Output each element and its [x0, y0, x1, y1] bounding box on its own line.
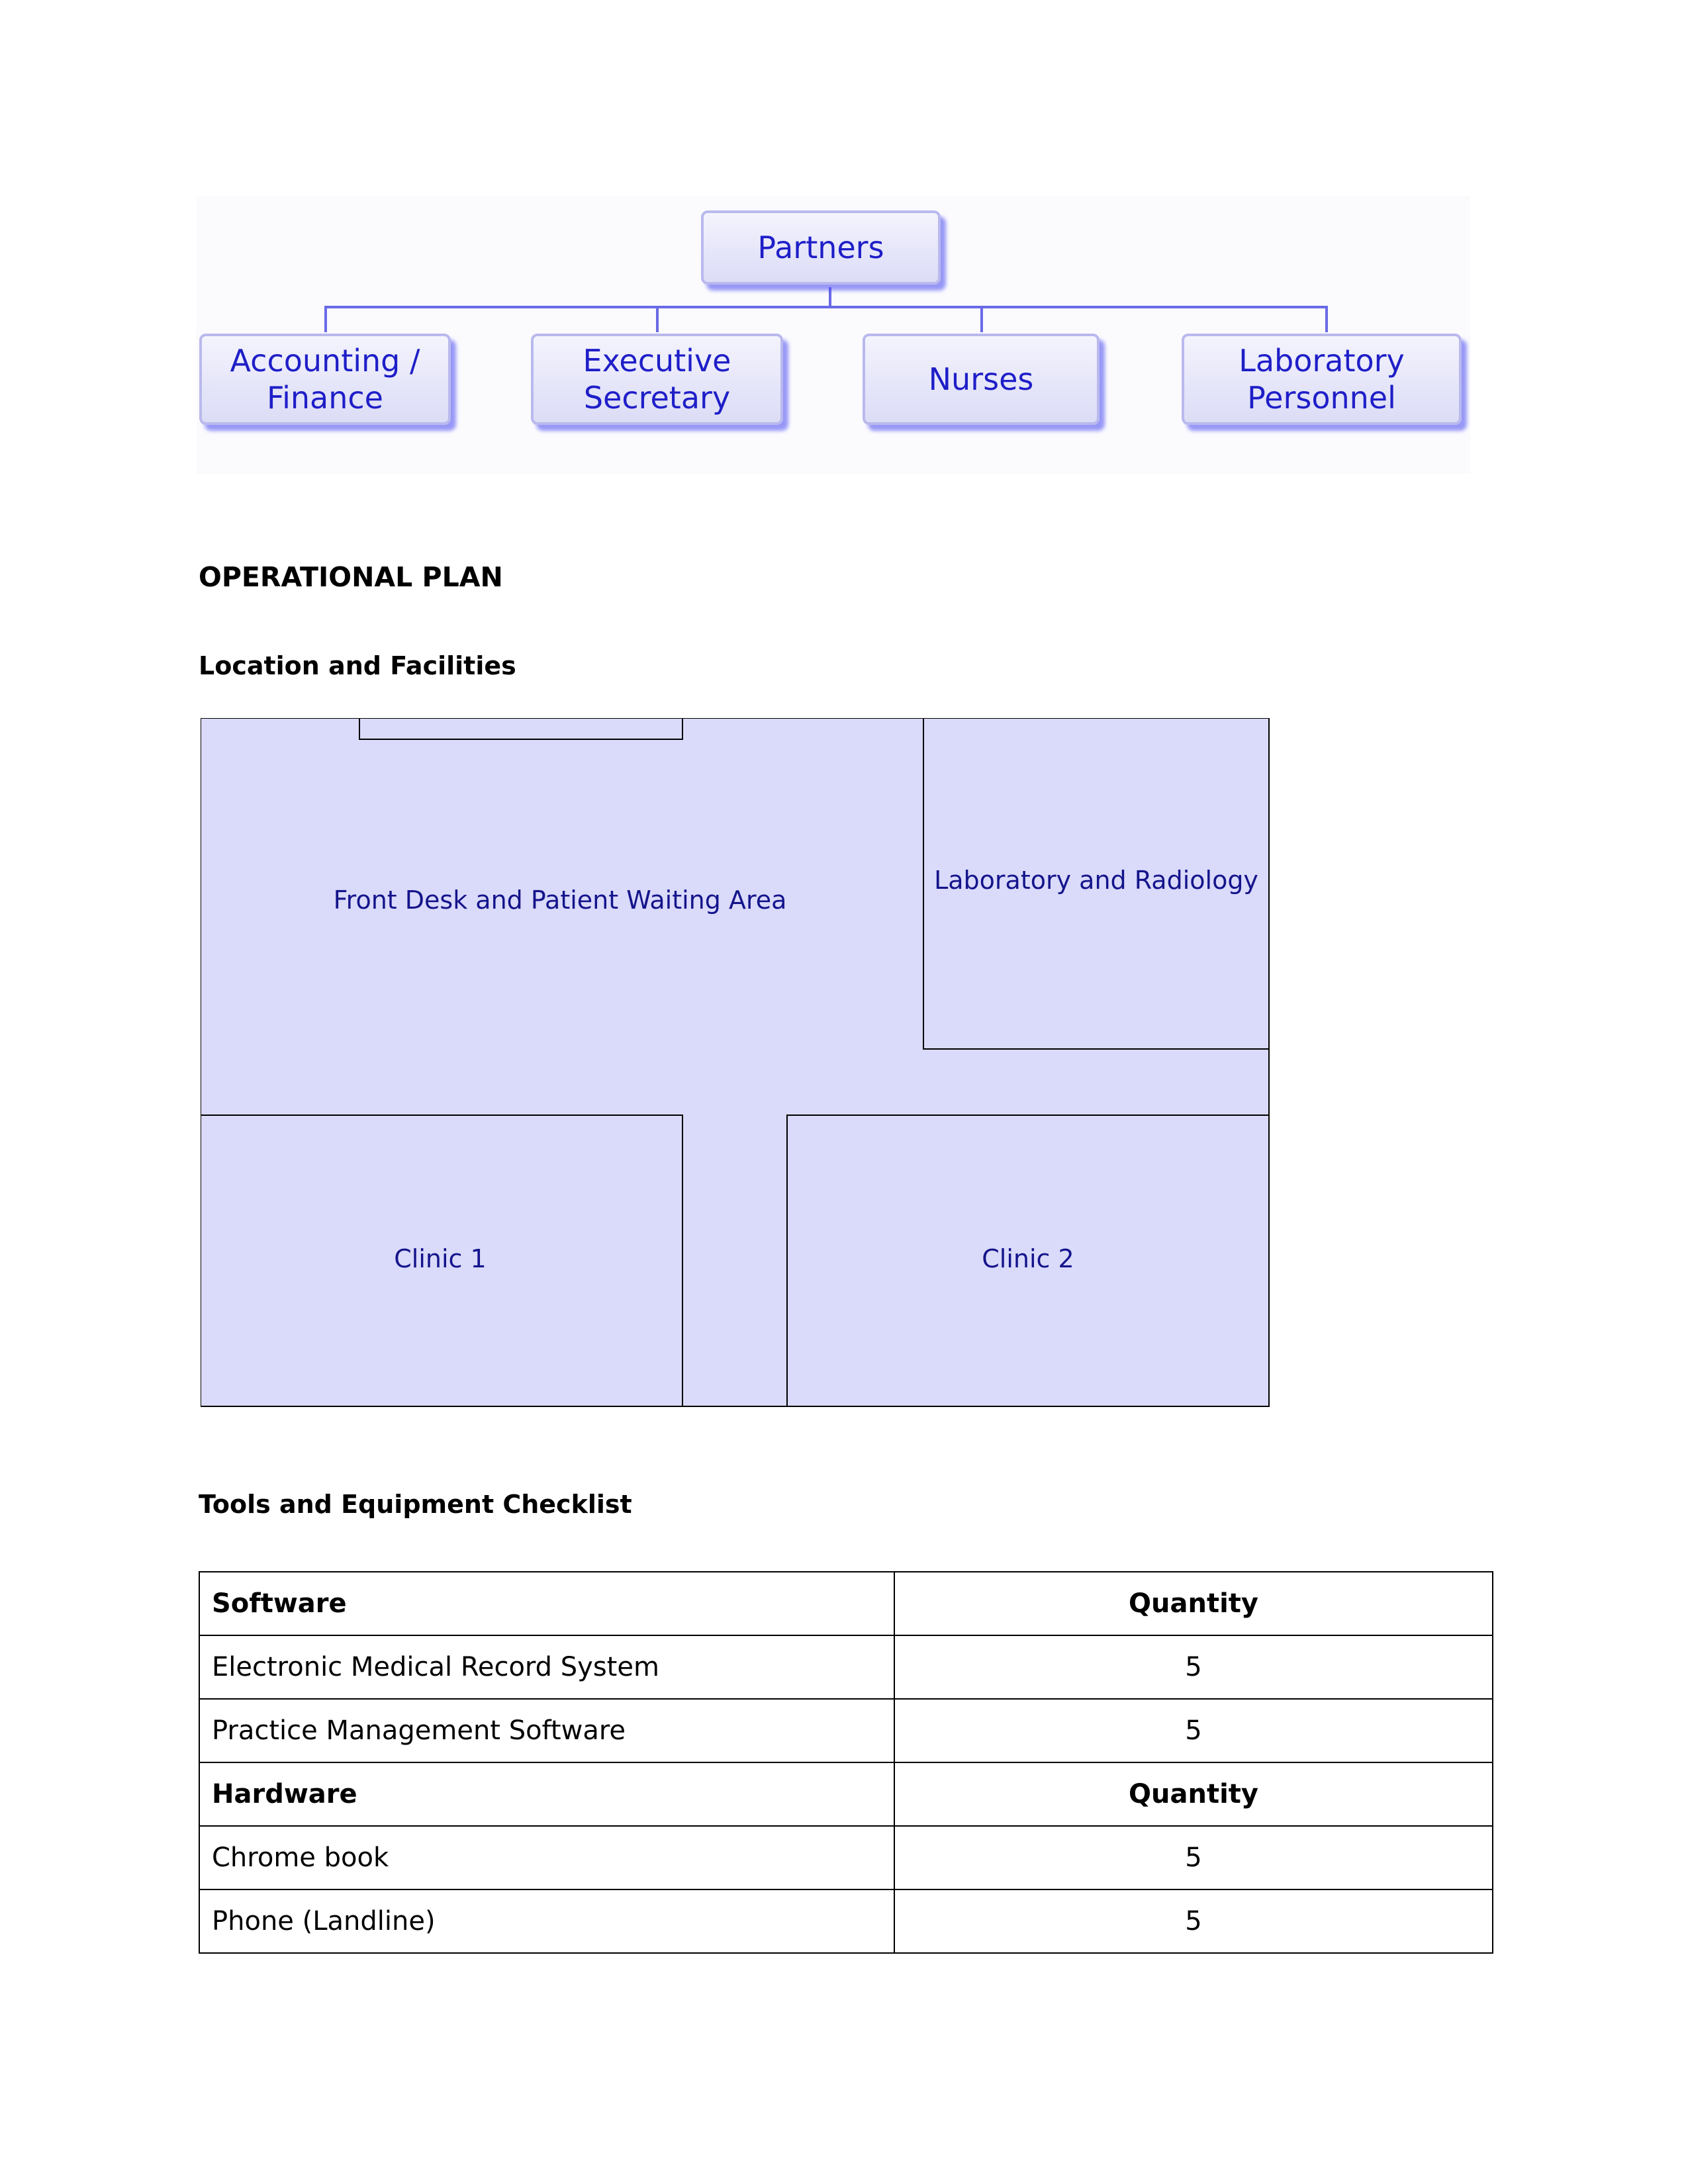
- table-cell-category: Hardware: [199, 1762, 894, 1826]
- table-cell-item: Chrome book: [199, 1826, 894, 1889]
- org-box-accounting-finance: [199, 334, 451, 425]
- floor-plan: [201, 718, 1272, 1409]
- table-cell-quantity: 5: [894, 1699, 1493, 1762]
- table-cell-item: Phone (Landline): [199, 1889, 894, 1953]
- subheading-tools-equipment: Tools and Equipment Checklist: [199, 1490, 632, 1519]
- reception-counter: [359, 718, 682, 739]
- table-cell-item: Electronic Medical Record System: [199, 1635, 894, 1699]
- table-cell-quantity: 5: [894, 1826, 1493, 1889]
- org-box-laboratory-personnel: [1182, 334, 1462, 425]
- table-cell-quantity-header: Quantity: [894, 1762, 1493, 1826]
- table-cell-quantity-header: Quantity: [894, 1572, 1493, 1635]
- table-cell-category: Software: [199, 1572, 894, 1635]
- org-label-nurses: Nurses: [928, 361, 1034, 397]
- org-label-executive-secretary: Executive Secretary: [583, 343, 731, 416]
- org-box-nurses: [863, 334, 1100, 425]
- table-row: [199, 1889, 1493, 1953]
- table-row: [199, 1635, 1493, 1699]
- section-title-operational-plan: OPERATIONAL PLAN: [199, 561, 503, 593]
- room-label-clinic-2: Clinic 2: [982, 1244, 1074, 1273]
- table-row: [199, 1826, 1493, 1889]
- org-label-laboratory-personnel: Laboratory Personnel: [1239, 343, 1405, 416]
- room-label-laboratory-radiology: Laboratory and Radiology: [934, 866, 1258, 895]
- table-header-row: [199, 1762, 1493, 1826]
- subheading-location-facilities: Location and Facilities: [199, 651, 516, 680]
- table-header-row: [199, 1572, 1493, 1635]
- equipment-checklist-table: [199, 1571, 1493, 1954]
- room-label-clinic-1: Clinic 1: [394, 1244, 487, 1273]
- room-label-front-desk: Front Desk and Patient Waiting Area: [333, 886, 787, 915]
- table-row: [199, 1699, 1493, 1762]
- table-cell-quantity: 5: [894, 1889, 1493, 1953]
- table-cell-item: Practice Management Software: [199, 1699, 894, 1762]
- table-cell-quantity: 5: [894, 1635, 1493, 1699]
- org-label-partners: Partners: [757, 230, 884, 265]
- org-box-executive-secretary: [531, 334, 783, 425]
- org-box-partners: [701, 210, 941, 285]
- org-label-accounting-finance: Accounting / Finance: [230, 343, 420, 416]
- org-chart: [197, 196, 1470, 474]
